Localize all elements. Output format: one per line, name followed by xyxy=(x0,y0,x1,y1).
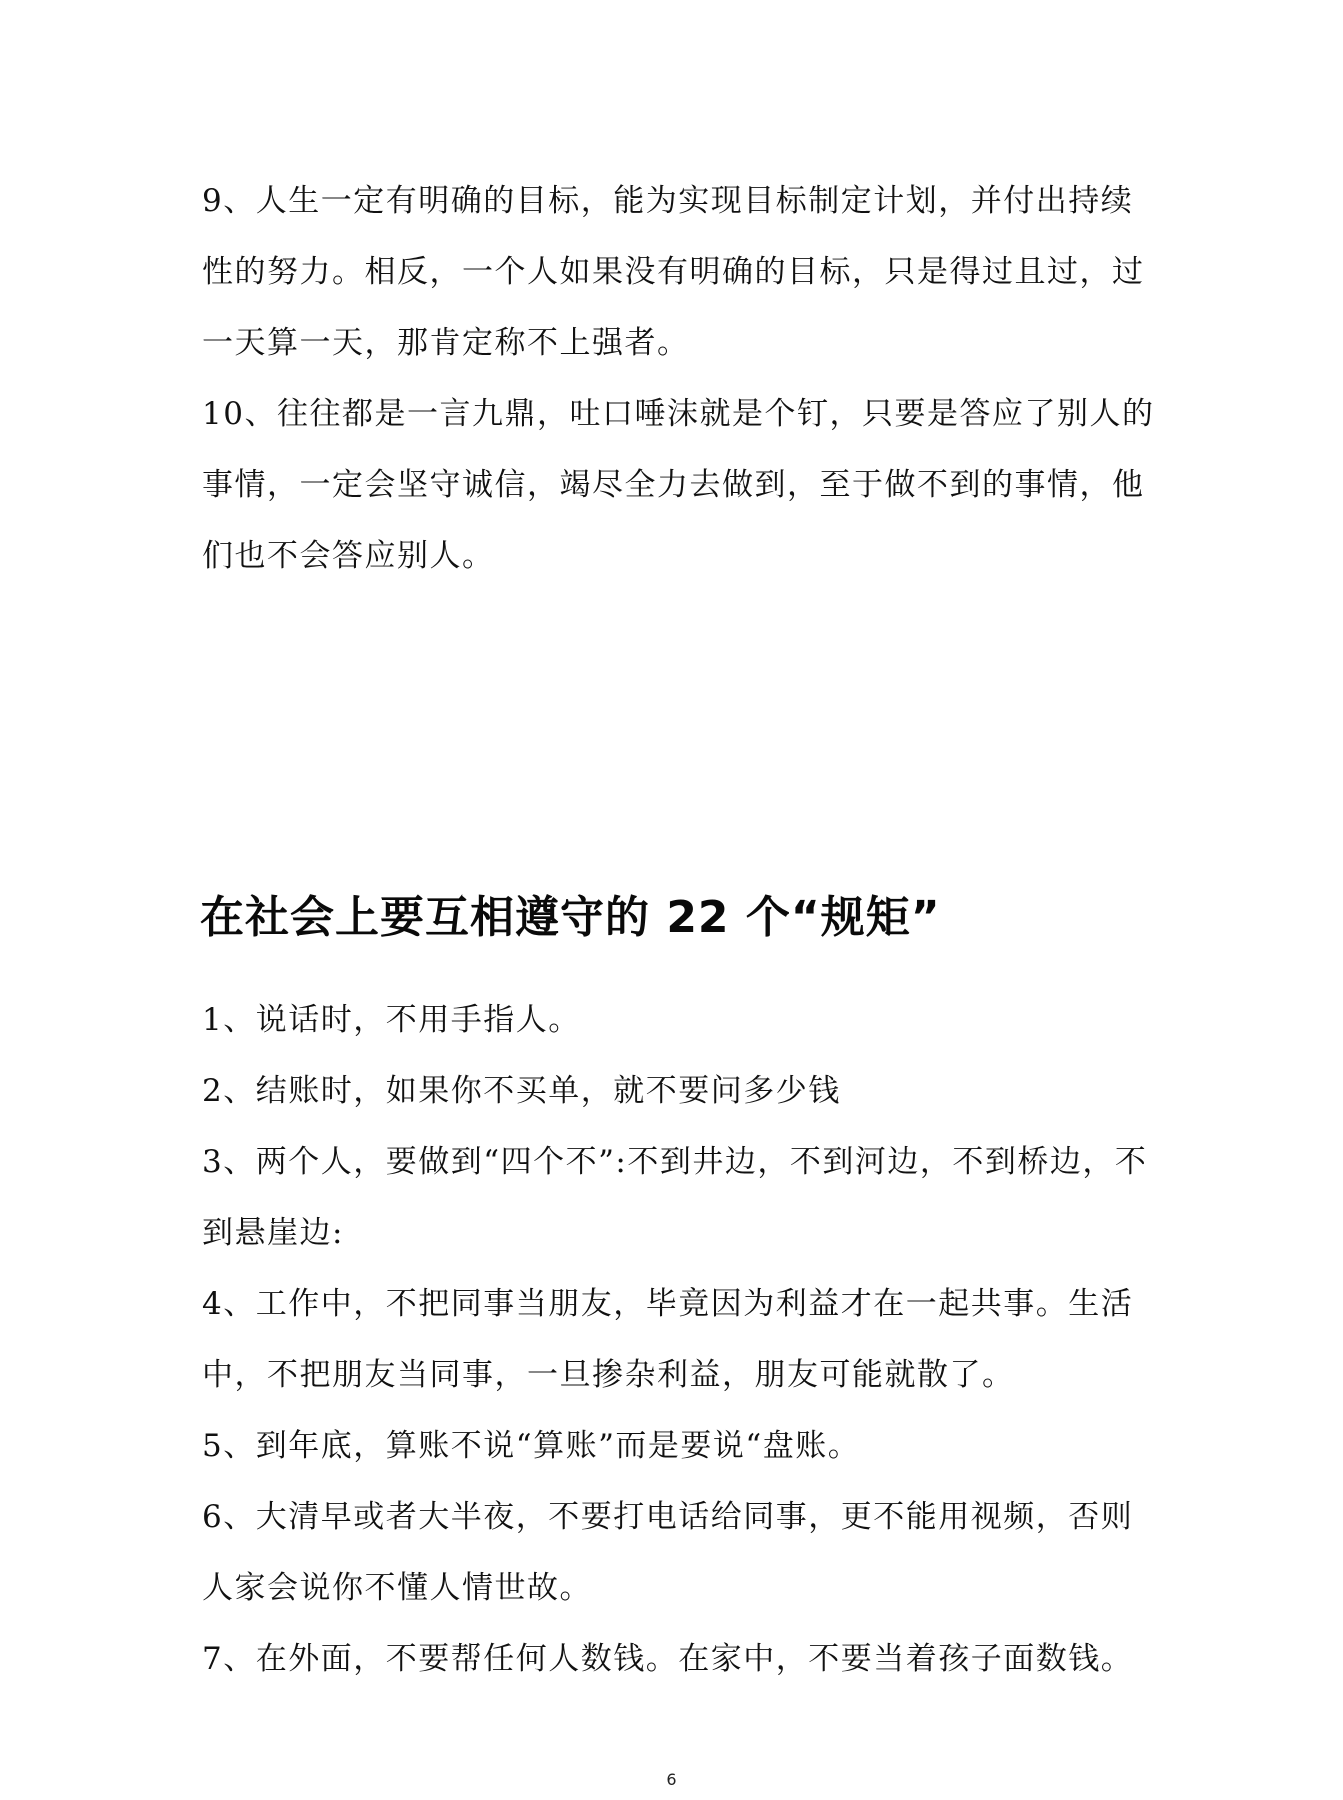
list-item-10: 10、往往都是一言九鼎，吐口唾沫就是个钉，只要是答应了别人的事情，一定会坚守诚信，竭尽全力去做到，至于做不到的事情，他们也不会答应别人。 xyxy=(202,396,1155,574)
continued-list-section xyxy=(202,166,1162,592)
page-number: 6 xyxy=(666,1770,677,1789)
rule-item-3: 3、两个人，要做到“四个不”:不到井边，不到河边，不到桥边，不到悬崖边: xyxy=(202,1144,1148,1251)
section-heading: 在社会上要互相遵守的 22 个“规矩” xyxy=(200,892,941,943)
rules-list xyxy=(202,985,1162,1695)
rule-item-1: 1、说话时，不用手指人。 xyxy=(202,1002,581,1038)
rule-item-2: 2、结账时，如果你不买单，就不要问多少钱 xyxy=(202,1073,841,1109)
rule-item-4: 4、工作中，不把同事当朋友，毕竟因为利益才在一起共事。生活中，不把朋友当同事，一旦掺杂利益，朋友可能就散了。 xyxy=(202,1286,1134,1393)
list-item-9: 9、人生一定有明确的目标，能为实现目标制定计划，并付出持续性的努力。相反，一个人如果没有明确的目标，只是得过且过，过一天算一天，那肯定称不上强者。 xyxy=(202,183,1145,361)
rule-item-6: 6、大清早或者大半夜，不要打电话给同事，更不能用视频，否则人家会说你不懂人情世故。 xyxy=(202,1499,1134,1606)
rule-item-5: 5、到年底，算账不说“算账”而是要说“盘账。 xyxy=(202,1428,861,1464)
rule-item-7: 7、在外面，不要帮任何人数钱。在家中，不要当着孩子面数钱。 xyxy=(202,1641,1134,1677)
